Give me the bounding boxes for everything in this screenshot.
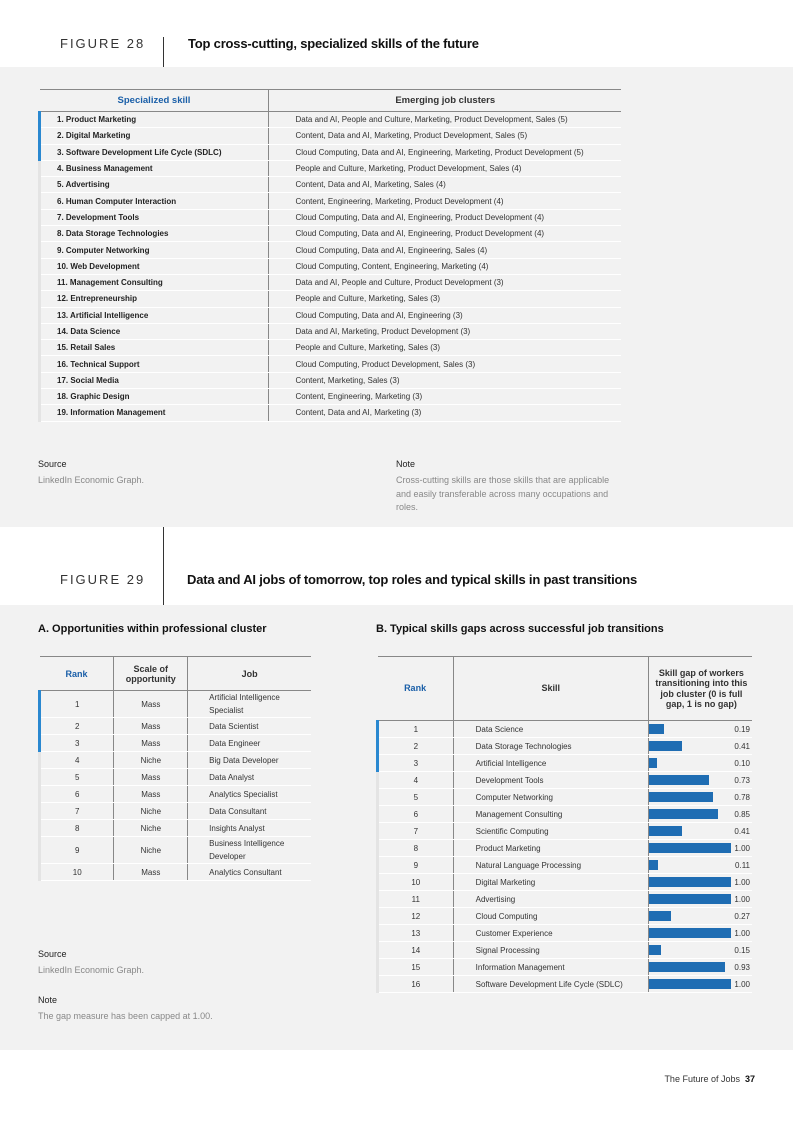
clusters-cell: Cloud Computing, Product Development, Sales (3) xyxy=(269,356,621,372)
figure-29-label: FIGURE 29 xyxy=(60,572,146,587)
table-row xyxy=(40,752,312,769)
skill-cell: 7. Development Tools xyxy=(40,209,269,225)
clusters-cell: Data and AI, Marketing, Product Development (3) xyxy=(269,323,621,339)
clusters-cell: Content, Data and AI, Marketing (3) xyxy=(269,405,621,421)
table-header-row xyxy=(40,90,622,112)
table-header-row xyxy=(40,657,312,691)
figure-28-title: Top cross-cutting, specialized skills of the future xyxy=(188,36,479,51)
table-row xyxy=(40,718,312,735)
skill-cell: Computer Networking xyxy=(453,789,648,806)
table-row xyxy=(378,874,753,891)
table-row xyxy=(378,823,753,840)
skill-cell: 3. Software Development Life Cycle (SDLC) xyxy=(40,144,269,160)
skill-gap-cell xyxy=(648,721,752,738)
part-b-table xyxy=(376,656,752,993)
job-cell: Data Engineer xyxy=(188,735,311,752)
skill-cell: Digital Marketing xyxy=(453,874,648,891)
table-row xyxy=(378,789,753,806)
part-a-title: A. Opportunities within professional cluster xyxy=(38,623,267,635)
table-row xyxy=(40,242,622,258)
clusters-cell: People and Culture, Marketing, Product Development, Sales (4) xyxy=(269,160,621,176)
skill-cell: 10. Web Development xyxy=(40,258,269,274)
skill-cell: 6. Human Computer Interaction xyxy=(40,193,269,209)
table-row xyxy=(40,323,622,339)
skill-gap-bar xyxy=(649,860,658,870)
scale-cell: Mass xyxy=(114,735,188,752)
clusters-cell: Data and AI, People and Culture, Marketing, Product Development, Sales (5) xyxy=(269,112,621,128)
clusters-cell: Data and AI, People and Culture, Product Development (3) xyxy=(269,274,621,290)
skill-cell: Artificial Intelligence xyxy=(453,755,648,772)
skill-gap-bar xyxy=(649,877,731,887)
skill-gap-cell xyxy=(648,857,752,874)
clusters-cell: People and Culture, Marketing, Sales (3) xyxy=(269,291,621,307)
rank-cell: 5 xyxy=(40,769,114,786)
skill-gap-value: 1.00 xyxy=(734,895,750,904)
skill-gap-bar xyxy=(649,945,661,955)
skill-cell: Software Development Life Cycle (SDLC) xyxy=(453,976,648,993)
figure-28-source-heading: Source xyxy=(38,459,67,469)
skill-gap-cell xyxy=(648,840,752,857)
job-cell: Artificial Intelligence Specialist xyxy=(188,691,311,718)
table-row xyxy=(40,226,622,242)
rank-cell: 5 xyxy=(378,789,454,806)
part-b-title: B. Typical skills gaps across successful job transitions xyxy=(376,623,664,635)
rank-cell: 16 xyxy=(378,976,454,993)
skill-cell: 5. Advertising xyxy=(40,177,269,193)
skill-gap-cell xyxy=(648,925,752,942)
rank-cell: 3 xyxy=(378,755,454,772)
column-header-rank: Rank xyxy=(378,657,454,721)
table-row xyxy=(378,806,753,823)
skill-cell: Natural Language Processing xyxy=(453,857,648,874)
skill-gap-bar xyxy=(649,809,719,819)
skill-gap-cell xyxy=(648,755,752,772)
skill-cell: 1. Product Marketing xyxy=(40,112,269,128)
job-cell: Business Intelligence Developer xyxy=(188,837,311,864)
scale-cell: Mass xyxy=(114,769,188,786)
skill-gap-value: 0.27 xyxy=(734,912,750,921)
skill-cell: Advertising xyxy=(453,891,648,908)
skill-gap-value: 0.19 xyxy=(734,725,750,734)
scale-cell: Mass xyxy=(114,864,188,881)
skill-gap-value: 1.00 xyxy=(734,878,750,887)
skill-cell: 16. Technical Support xyxy=(40,356,269,372)
figure-28-note-text: Cross-cutting skills are those skills that are applicable and easily transferable across many occupations and roles. xyxy=(396,475,610,512)
skill-gap-bar xyxy=(649,928,731,938)
skill-gap-value: 0.11 xyxy=(735,861,750,870)
table-row xyxy=(378,840,753,857)
column-header-clusters: Emerging job clusters xyxy=(269,90,621,112)
figure-28-source-text: LinkedIn Economic Graph. xyxy=(38,475,145,485)
skill-gap-cell xyxy=(648,738,752,755)
clusters-cell: Content, Data and AI, Marketing, Product Development, Sales (5) xyxy=(269,128,621,144)
skill-gap-value: 0.10 xyxy=(734,759,750,768)
skill-cell: Data Science xyxy=(453,721,648,738)
job-cell: Analytics Specialist xyxy=(188,786,311,803)
scale-cell: Niche xyxy=(114,820,188,837)
skill-gap-cell xyxy=(648,976,752,993)
figure-29-title: Data and AI jobs of tomorrow, top roles and typical skills in past transitions xyxy=(187,572,638,587)
rank-cell: 1 xyxy=(378,721,454,738)
job-cell: Analytics Consultant xyxy=(188,864,311,881)
table-row xyxy=(40,112,622,128)
job-cell: Data Analyst xyxy=(188,769,311,786)
skill-gap-value: 0.15 xyxy=(734,946,750,955)
clusters-cell: Content, Engineering, Marketing, Product Development (4) xyxy=(269,193,621,209)
skill-gap-cell xyxy=(648,959,752,976)
clusters-cell: Cloud Computing, Data and AI, Engineering, Product Development (4) xyxy=(269,209,621,225)
table-row xyxy=(40,786,312,803)
rank-cell: 10 xyxy=(378,874,454,891)
skill-cell: 4. Business Management xyxy=(40,160,269,176)
clusters-cell: Cloud Computing, Data and AI, Engineering, Sales (4) xyxy=(269,242,621,258)
rank-cell: 2 xyxy=(378,738,454,755)
table-row xyxy=(378,755,753,772)
table-row xyxy=(40,258,622,274)
clusters-cell: Cloud Computing, Data and AI, Engineering (3) xyxy=(269,307,621,323)
rank-cell: 6 xyxy=(378,806,454,823)
figure-28-table xyxy=(38,89,621,422)
skill-cell: Management Consulting xyxy=(453,806,648,823)
scale-cell: Niche xyxy=(114,837,188,864)
skill-gap-cell xyxy=(648,806,752,823)
rank-cell: 2 xyxy=(40,718,114,735)
table-row xyxy=(40,837,312,864)
skill-gap-cell xyxy=(648,942,752,959)
rank-cell: 14 xyxy=(378,942,454,959)
page-number: 37 xyxy=(744,1074,755,1084)
skill-cell: Signal Processing xyxy=(453,942,648,959)
job-cell: Data Scientist xyxy=(188,718,311,735)
column-header-skill: Skill xyxy=(453,657,648,721)
skill-gap-bar xyxy=(649,911,671,921)
skill-gap-bar xyxy=(649,826,683,836)
table-row xyxy=(40,274,622,290)
rank-cell: 9 xyxy=(40,837,114,864)
clusters-cell: Cloud Computing, Data and AI, Engineering, Product Development (4) xyxy=(269,226,621,242)
rank-cell: 12 xyxy=(378,908,454,925)
scale-cell: Niche xyxy=(114,803,188,820)
table-row xyxy=(40,803,312,820)
table-row xyxy=(40,356,622,372)
skill-cell: 12. Entrepreneurship xyxy=(40,291,269,307)
skill-gap-cell xyxy=(648,908,752,925)
column-header-rank: Rank xyxy=(40,657,114,691)
rank-cell: 4 xyxy=(378,772,454,789)
skill-gap-bar xyxy=(649,979,731,989)
skill-cell: 11. Management Consulting xyxy=(40,274,269,290)
skill-cell: 13. Artificial Intelligence xyxy=(40,307,269,323)
table-row xyxy=(40,735,312,752)
skill-cell: 8. Data Storage Technologies xyxy=(40,226,269,242)
table-row xyxy=(378,721,753,738)
skill-gap-bar xyxy=(649,962,725,972)
skill-cell: 2. Digital Marketing xyxy=(40,128,269,144)
skill-gap-cell xyxy=(648,772,752,789)
column-header-job: Job xyxy=(188,657,311,691)
figure-29-source-heading: Source xyxy=(38,949,67,959)
skill-gap-value: 1.00 xyxy=(734,929,750,938)
skill-cell: Scientific Computing xyxy=(453,823,648,840)
job-cell: Insights Analyst xyxy=(188,820,311,837)
skill-gap-bar xyxy=(649,775,709,785)
rank-cell: 1 xyxy=(40,691,114,718)
rank-cell: 3 xyxy=(40,735,114,752)
skill-gap-bar xyxy=(649,758,657,768)
skill-gap-bar xyxy=(649,741,683,751)
clusters-cell: People and Culture, Marketing, Sales (3) xyxy=(269,340,621,356)
skill-cell: Data Storage Technologies xyxy=(453,738,648,755)
table-row xyxy=(378,857,753,874)
clusters-cell: Content, Marketing, Sales (3) xyxy=(269,372,621,388)
table-row xyxy=(40,193,622,209)
skill-gap-bar xyxy=(649,843,731,853)
column-header-skill-gap: Skill gap of workers transitioning into this job cluster (0 is full gap, 1 is no gap) xyxy=(648,657,752,721)
rank-cell: 8 xyxy=(378,840,454,857)
table-row xyxy=(378,942,753,959)
figure-28-divider xyxy=(163,37,164,67)
table-row xyxy=(378,908,753,925)
skill-cell: 17. Social Media xyxy=(40,372,269,388)
skill-gap-value: 1.00 xyxy=(734,980,750,989)
skill-gap-bar xyxy=(649,792,713,802)
skill-gap-value: 0.93 xyxy=(734,963,750,972)
footer-report-title: The Future of Jobs xyxy=(664,1074,740,1084)
table-row xyxy=(40,769,312,786)
skill-cell: Cloud Computing xyxy=(453,908,648,925)
figure-28-note-heading: Note xyxy=(396,459,416,469)
skill-gap-value: 0.41 xyxy=(734,742,750,751)
skill-cell: 9. Computer Networking xyxy=(40,242,269,258)
skill-gap-bar xyxy=(649,894,731,904)
rank-cell: 10 xyxy=(40,864,114,881)
figure-29-note-text: The gap measure has been capped at 1.00. xyxy=(38,1011,213,1021)
rank-cell: 7 xyxy=(40,803,114,820)
skill-gap-cell xyxy=(648,874,752,891)
table-header-row xyxy=(378,657,753,721)
rank-cell: 11 xyxy=(378,891,454,908)
skill-gap-value: 0.41 xyxy=(734,827,750,836)
skill-cell: Customer Experience xyxy=(453,925,648,942)
rank-cell: 9 xyxy=(378,857,454,874)
table-row xyxy=(40,144,622,160)
table-row xyxy=(40,307,622,323)
skill-cell: 19. Information Management xyxy=(40,405,269,421)
skill-cell: Information Management xyxy=(453,959,648,976)
page-footer xyxy=(664,1074,755,1084)
rank-cell: 4 xyxy=(40,752,114,769)
scale-cell: Mass xyxy=(114,691,188,718)
table-row xyxy=(40,372,622,388)
scale-cell: Mass xyxy=(114,718,188,735)
rank-cell: 13 xyxy=(378,925,454,942)
clusters-cell: Cloud Computing, Content, Engineering, Marketing (4) xyxy=(269,258,621,274)
clusters-cell: Content, Data and AI, Marketing, Sales (4) xyxy=(269,177,621,193)
table-row xyxy=(378,772,753,789)
skill-gap-value: 0.78 xyxy=(734,793,750,802)
figure-29-divider xyxy=(163,527,164,605)
rank-cell: 6 xyxy=(40,786,114,803)
part-a-table xyxy=(38,656,311,881)
skill-cell: Product Marketing xyxy=(453,840,648,857)
table-row xyxy=(40,291,622,307)
table-row xyxy=(40,820,312,837)
job-cell: Big Data Developer xyxy=(188,752,311,769)
rank-cell: 7 xyxy=(378,823,454,840)
table-row xyxy=(40,340,622,356)
skill-gap-cell xyxy=(648,891,752,908)
table-row xyxy=(40,389,622,405)
skill-cell: Development Tools xyxy=(453,772,648,789)
figure-28-label: FIGURE 28 xyxy=(60,36,146,51)
figure-29-source-text: LinkedIn Economic Graph. xyxy=(38,965,145,975)
table-row xyxy=(40,160,622,176)
column-header-scale: Scale of opportunity xyxy=(114,657,188,691)
skill-gap-value: 1.00 xyxy=(734,844,750,853)
rank-cell: 15 xyxy=(378,959,454,976)
skill-gap-cell xyxy=(648,823,752,840)
table-row xyxy=(378,891,753,908)
column-header-skill: Specialized skill xyxy=(40,90,269,112)
skill-gap-cell xyxy=(648,789,752,806)
table-row xyxy=(40,177,622,193)
scale-cell: Mass xyxy=(114,786,188,803)
table-row xyxy=(40,209,622,225)
table-row xyxy=(40,405,622,421)
scale-cell: Niche xyxy=(114,752,188,769)
skill-cell: 15. Retail Sales xyxy=(40,340,269,356)
clusters-cell: Cloud Computing, Data and AI, Engineering, Marketing, Product Development (5) xyxy=(269,144,621,160)
skill-gap-value: 0.73 xyxy=(734,776,750,785)
table-row xyxy=(40,691,312,718)
table-row xyxy=(378,976,753,993)
figure-29-note-heading: Note xyxy=(38,995,58,1005)
job-cell: Data Consultant xyxy=(188,803,311,820)
skill-gap-bar xyxy=(649,724,665,734)
table-row xyxy=(378,959,753,976)
rank-cell: 8 xyxy=(40,820,114,837)
skill-gap-value: 0.85 xyxy=(734,810,750,819)
skill-cell: 18. Graphic Design xyxy=(40,389,269,405)
table-row xyxy=(40,128,622,144)
skill-cell: 14. Data Science xyxy=(40,323,269,339)
table-row xyxy=(40,864,312,881)
table-row xyxy=(378,925,753,942)
clusters-cell: Content, Engineering, Marketing (3) xyxy=(269,389,621,405)
table-row xyxy=(378,738,753,755)
